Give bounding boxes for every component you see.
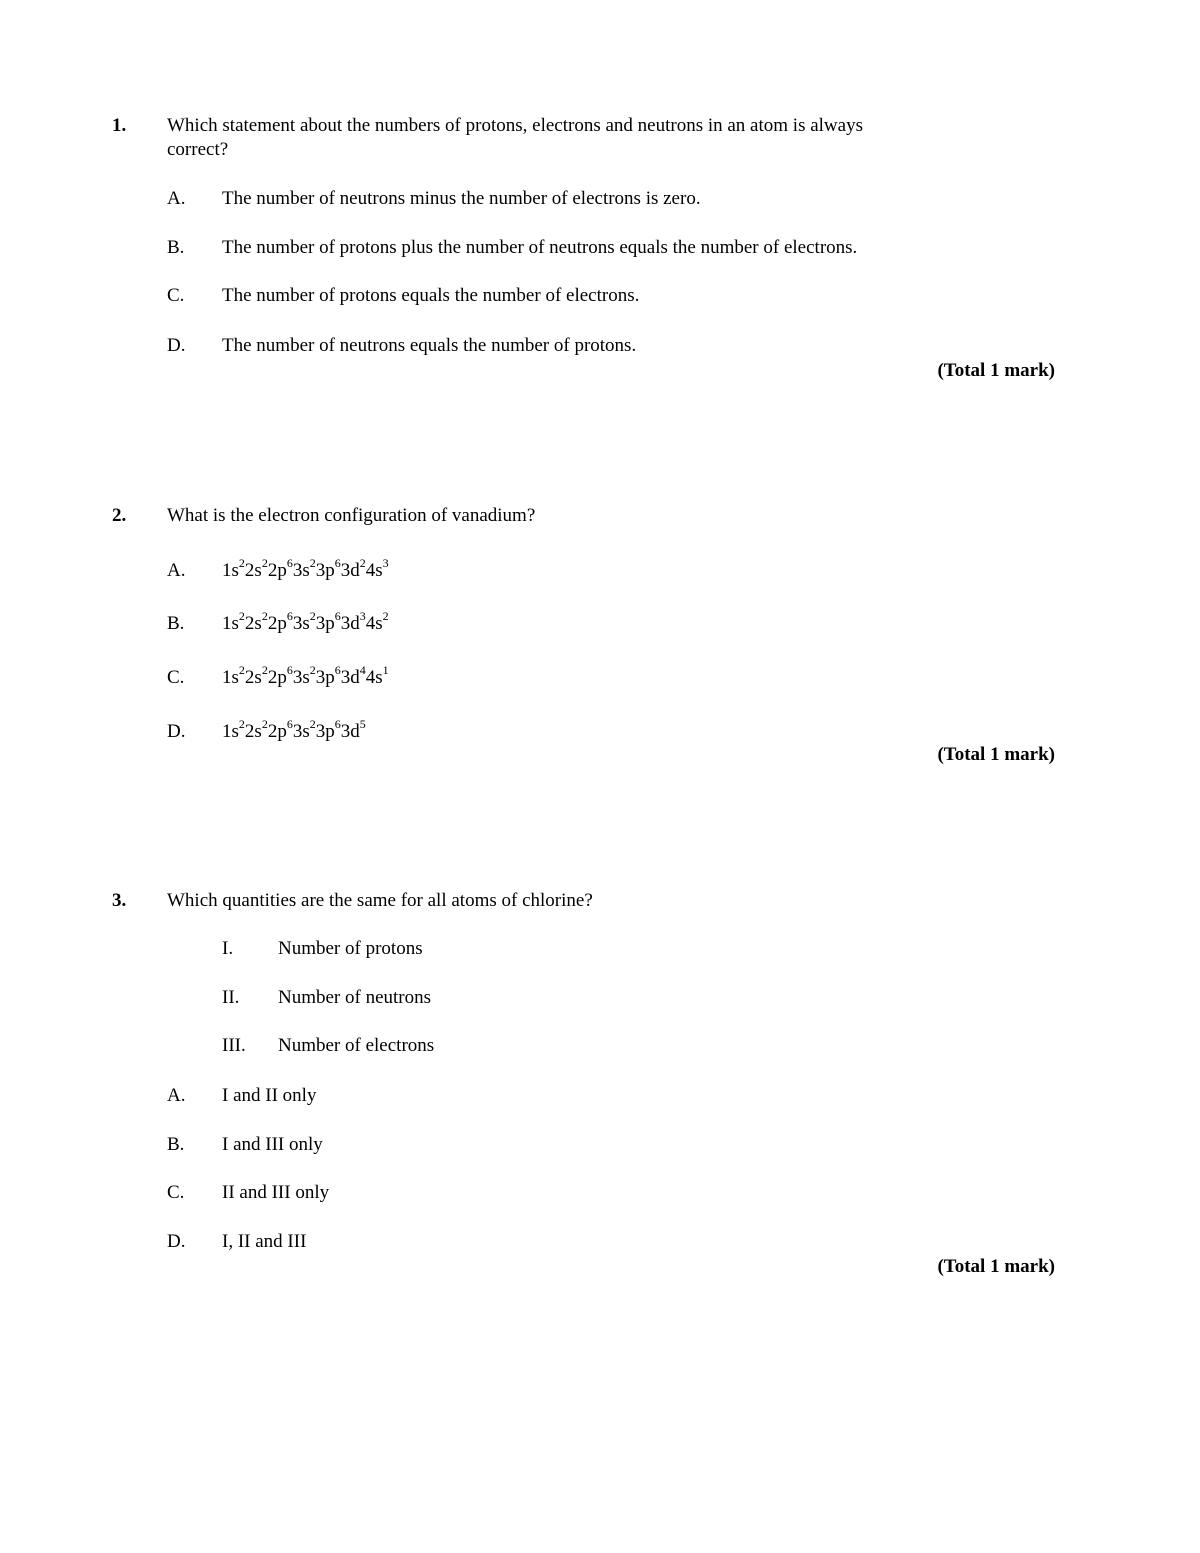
orbital-electron-count: 2 [261,716,268,731]
orbital-term: 3s [292,721,310,742]
orbital-electron-count: 1 [382,662,389,677]
q1-total-mark: (Total 1 mark) [937,360,1055,381]
orbital-electron-count: 6 [286,608,293,623]
q1-option-letter: C. [167,285,185,306]
question-3-number: 3. [112,890,127,911]
question-3-stem: Which quantities are the same for all atoms of chlorine? [167,890,593,911]
q3-option-text: II and III only [222,1182,330,1203]
q1-option-text: The number of protons equals the number of electrons. [222,285,640,306]
orbital-term: 2p [267,560,287,581]
orbital-electron-count: 4 [359,662,366,677]
orbital-term: 3d [340,721,360,742]
orbital-term: 1s [222,613,239,634]
q3-total-mark: (Total 1 mark) [937,1256,1055,1277]
orbital-term: 2p [267,721,287,742]
orbital-term: 3p [315,613,335,634]
q3-statement-text: Number of neutrons [278,987,432,1008]
orbital-electron-count: 3 [382,555,389,570]
orbital-term: 3p [315,560,335,581]
q1-option-letter: D. [167,335,186,356]
orbital-electron-count: 2 [309,555,316,570]
question-1-stem-cont: correct? [167,139,229,160]
q3-statement-numeral: III. [222,1035,246,1056]
orbital-electron-count: 6 [286,716,293,731]
orbital-term: 4s [365,613,383,634]
orbital-electron-count: 2 [382,608,389,623]
orbital-electron-count: 2 [309,662,316,677]
orbital-term: 2p [267,667,287,688]
orbital-electron-count: 6 [286,555,293,570]
q2-option-letter: C. [167,667,185,688]
orbital-electron-count: 2 [359,555,366,570]
question-1-stem: Which statement about the numbers of protons, electrons and neutrons in an atom is always [167,115,863,136]
q3-statement-text: Number of protons [278,938,423,959]
orbital-electron-count: 2 [238,608,245,623]
q2-option-config [222,555,389,583]
orbital-electron-count: 6 [334,555,341,570]
orbital-term: 1s [222,667,239,688]
orbital-term: 1s [222,560,239,581]
orbital-electron-count: 6 [334,662,341,677]
orbital-electron-count: 2 [238,662,245,677]
q3-option-letter: D. [167,1231,186,1252]
orbital-electron-count: 5 [359,716,366,731]
orbital-electron-count: 2 [238,555,245,570]
orbital-electron-count: 3 [359,608,366,623]
question-1-number: 1. [112,115,127,136]
orbital-term: 2s [244,667,262,688]
q1-option-text: The number of neutrons minus the number of electrons is zero. [222,188,701,209]
q1-option-letter: A. [167,188,186,209]
q2-option-letter: B. [167,613,185,634]
q3-option-text: I and III only [222,1134,323,1155]
q3-statement-text: Number of electrons [278,1035,435,1056]
orbital-term: 2s [244,721,262,742]
q3-option-letter: B. [167,1134,185,1155]
q1-option-letter: B. [167,237,185,258]
q3-option-text: I, II and III [222,1231,307,1252]
orbital-term: 4s [365,560,383,581]
q1-option-text: The number of protons plus the number of neutrons equals the number of electrons. [222,237,858,258]
q2-option-letter: D. [167,721,186,742]
orbital-term: 2s [244,560,262,581]
q3-statement-numeral: I. [222,938,234,959]
orbital-term: 3s [292,613,310,634]
q3-option-text: I and II only [222,1085,317,1106]
orbital-term: 3d [340,613,360,634]
orbital-term: 3d [340,560,360,581]
orbital-term: 2p [267,613,287,634]
q3-option-letter: C. [167,1182,185,1203]
orbital-term: 3p [315,721,335,742]
orbital-electron-count: 6 [334,608,341,623]
orbital-electron-count: 2 [309,608,316,623]
orbital-electron-count: 2 [309,716,316,731]
q3-statement-numeral: II. [222,987,240,1008]
q1-option-text: The number of neutrons equals the number of protons. [222,335,637,356]
orbital-term: 3s [292,667,310,688]
q2-option-letter: A. [167,560,186,581]
q2-option-config [222,608,389,636]
q2-total-mark: (Total 1 mark) [937,744,1055,765]
q3-option-letter: A. [167,1085,186,1106]
q2-option-config [222,662,389,690]
orbital-electron-count: 6 [334,716,341,731]
orbital-term: 3d [340,667,360,688]
orbital-electron-count: 2 [261,662,268,677]
question-2-stem: What is the electron configuration of vanadium? [167,505,536,526]
orbital-term: 3p [315,667,335,688]
orbital-electron-count: 2 [261,608,268,623]
q2-option-config [222,716,366,744]
orbital-electron-count: 2 [238,716,245,731]
orbital-term: 3s [292,560,310,581]
orbital-term: 1s [222,721,239,742]
question-2-number: 2. [112,505,127,526]
orbital-electron-count: 2 [261,555,268,570]
orbital-term: 2s [244,613,262,634]
orbital-term: 4s [365,667,383,688]
orbital-electron-count: 6 [286,662,293,677]
